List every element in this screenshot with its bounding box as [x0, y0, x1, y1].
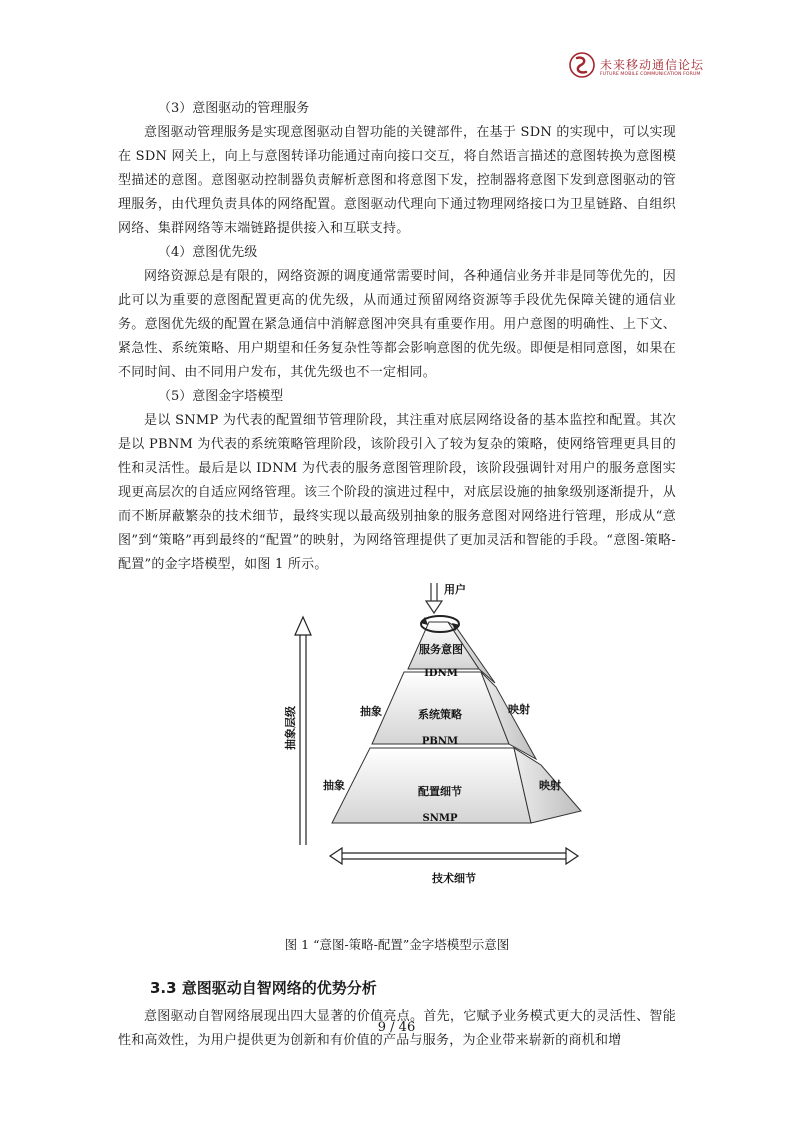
- paragraph-intent-priority: 网络资源总是有限的，网络资源的调度通常需要时间，各种通信业务并非是同等优先的，因此可以为重要的意图配置更高的优先级，从而通过预留网络资源等手段优先保障关键的通信业务。意图优先级的配置在紧急通信中消解意图冲突具有重要作用。用户意图的明确性、上下文、紧急性、系统策略、用户期望和任务复杂性等都会影响意图的优先级。即便是相同意图，如果在不同时间、由不同用户发布，其优先级也不一定相同。: [118, 269, 676, 380]
- paragraph-management-service: 意图驱动管理服务是实现意图驱动自智功能的关键部件，在基于 SDN 的实现中，可以实现在 SDN 网关上，向上与意图转译功能通过南向接口交互，将自然语言描述的意图转换为意图模型描述的意图。意图驱动控制器负责解析意图和将意图下发，控制器将意图下发到意图驱动的管理服务，由代理负责具体的网络配置。意图驱动代理向下通过物理网络接口为卫星链路、自组织网络、集群网络等末端链路提供接入和互联支持。: [118, 125, 676, 236]
- section-heading-3-3: 3.3 意图驱动自智网络的优势分析: [150, 979, 377, 997]
- subsection-heading-4: （4）意图优先级: [158, 245, 258, 260]
- figure-caption: 图 1 “意图-策略-配置”金字塔模型示意图: [284, 937, 510, 952]
- y-axis-label: 抽象层级: [284, 706, 297, 750]
- mapping-label-lower: 映射: [539, 779, 561, 792]
- abstract-label-upper: 抽象: [360, 705, 382, 718]
- tier-bot-title: 配置细节: [418, 785, 462, 798]
- abstract-label-lower: 抽象: [323, 779, 345, 792]
- logo-en-text: FUTURE MOBILE COMMUNICATION FORUM: [600, 72, 701, 77]
- mapping-label-upper: 映射: [508, 703, 530, 716]
- pyramid-figure: [118, 583, 676, 933]
- paragraph-intent-pyramid: 是以 SNMP 为代表的配置细节管理阶段，其注重对底层网络设备的基本监控和配置。其次是以 PBNM 为代表的系统策略管理阶段，该阶段引入了较为复杂的策略，使网络管理更具目的性和灵活性。最后是以 IDNM 为代表的服务意图管理阶段，该阶段强调针对用户的服务意图实现更高层次的自适应网络管理。该三个阶段的演进过程中，对底层设施的抽象级别逐渐提升，从而不断屏蔽繁杂的技术细节，最终实现以最高级别抽象的服务意图对网络进行管理，形成从“意图”到“策略”再到最终的“配置”的映射，为网络管理提供了更加灵活和智能的手段。“意图-策略-配置”的金字塔模型，如图 1 所示。: [118, 413, 676, 572]
- tier-mid-sub: PBNM: [421, 736, 459, 747]
- user-label: 用户: [444, 583, 466, 596]
- subsection-heading-3: （3）意图驱动的管理服务: [158, 101, 310, 116]
- page-number: 9 / 46: [377, 1020, 416, 1035]
- tier-bot-sub: SNMP: [422, 813, 458, 824]
- subsection-heading-5: （5）意图金字塔模型: [158, 389, 284, 404]
- abstraction-axis-arrow: [295, 617, 311, 845]
- tier-top-sub: IDNM: [424, 668, 458, 679]
- paragraph-advantages: 意图驱动自智网络展现出四大显著的价值亮点。首先，它赋予业务模式更大的灵活性、智能性和高效性，为用户提供更为创新和有价值的产品与服务，为企业带来崭新的商机和增: [118, 1009, 676, 1048]
- tier-mid-title: 系统策略: [418, 708, 462, 721]
- forum-logo: [567, 50, 707, 86]
- pyramid-diagram: [118, 583, 676, 933]
- page-content: [118, 97, 676, 1053]
- user-input-arrow: [426, 583, 442, 613]
- x-axis-label: 技术细节: [432, 872, 476, 885]
- tier-top-title: 服务意图: [419, 643, 463, 656]
- detail-axis-arrow: [330, 848, 578, 864]
- logo-cn-text: 未来移动通信论坛: [600, 58, 705, 72]
- forum-logo-icon: [567, 50, 597, 80]
